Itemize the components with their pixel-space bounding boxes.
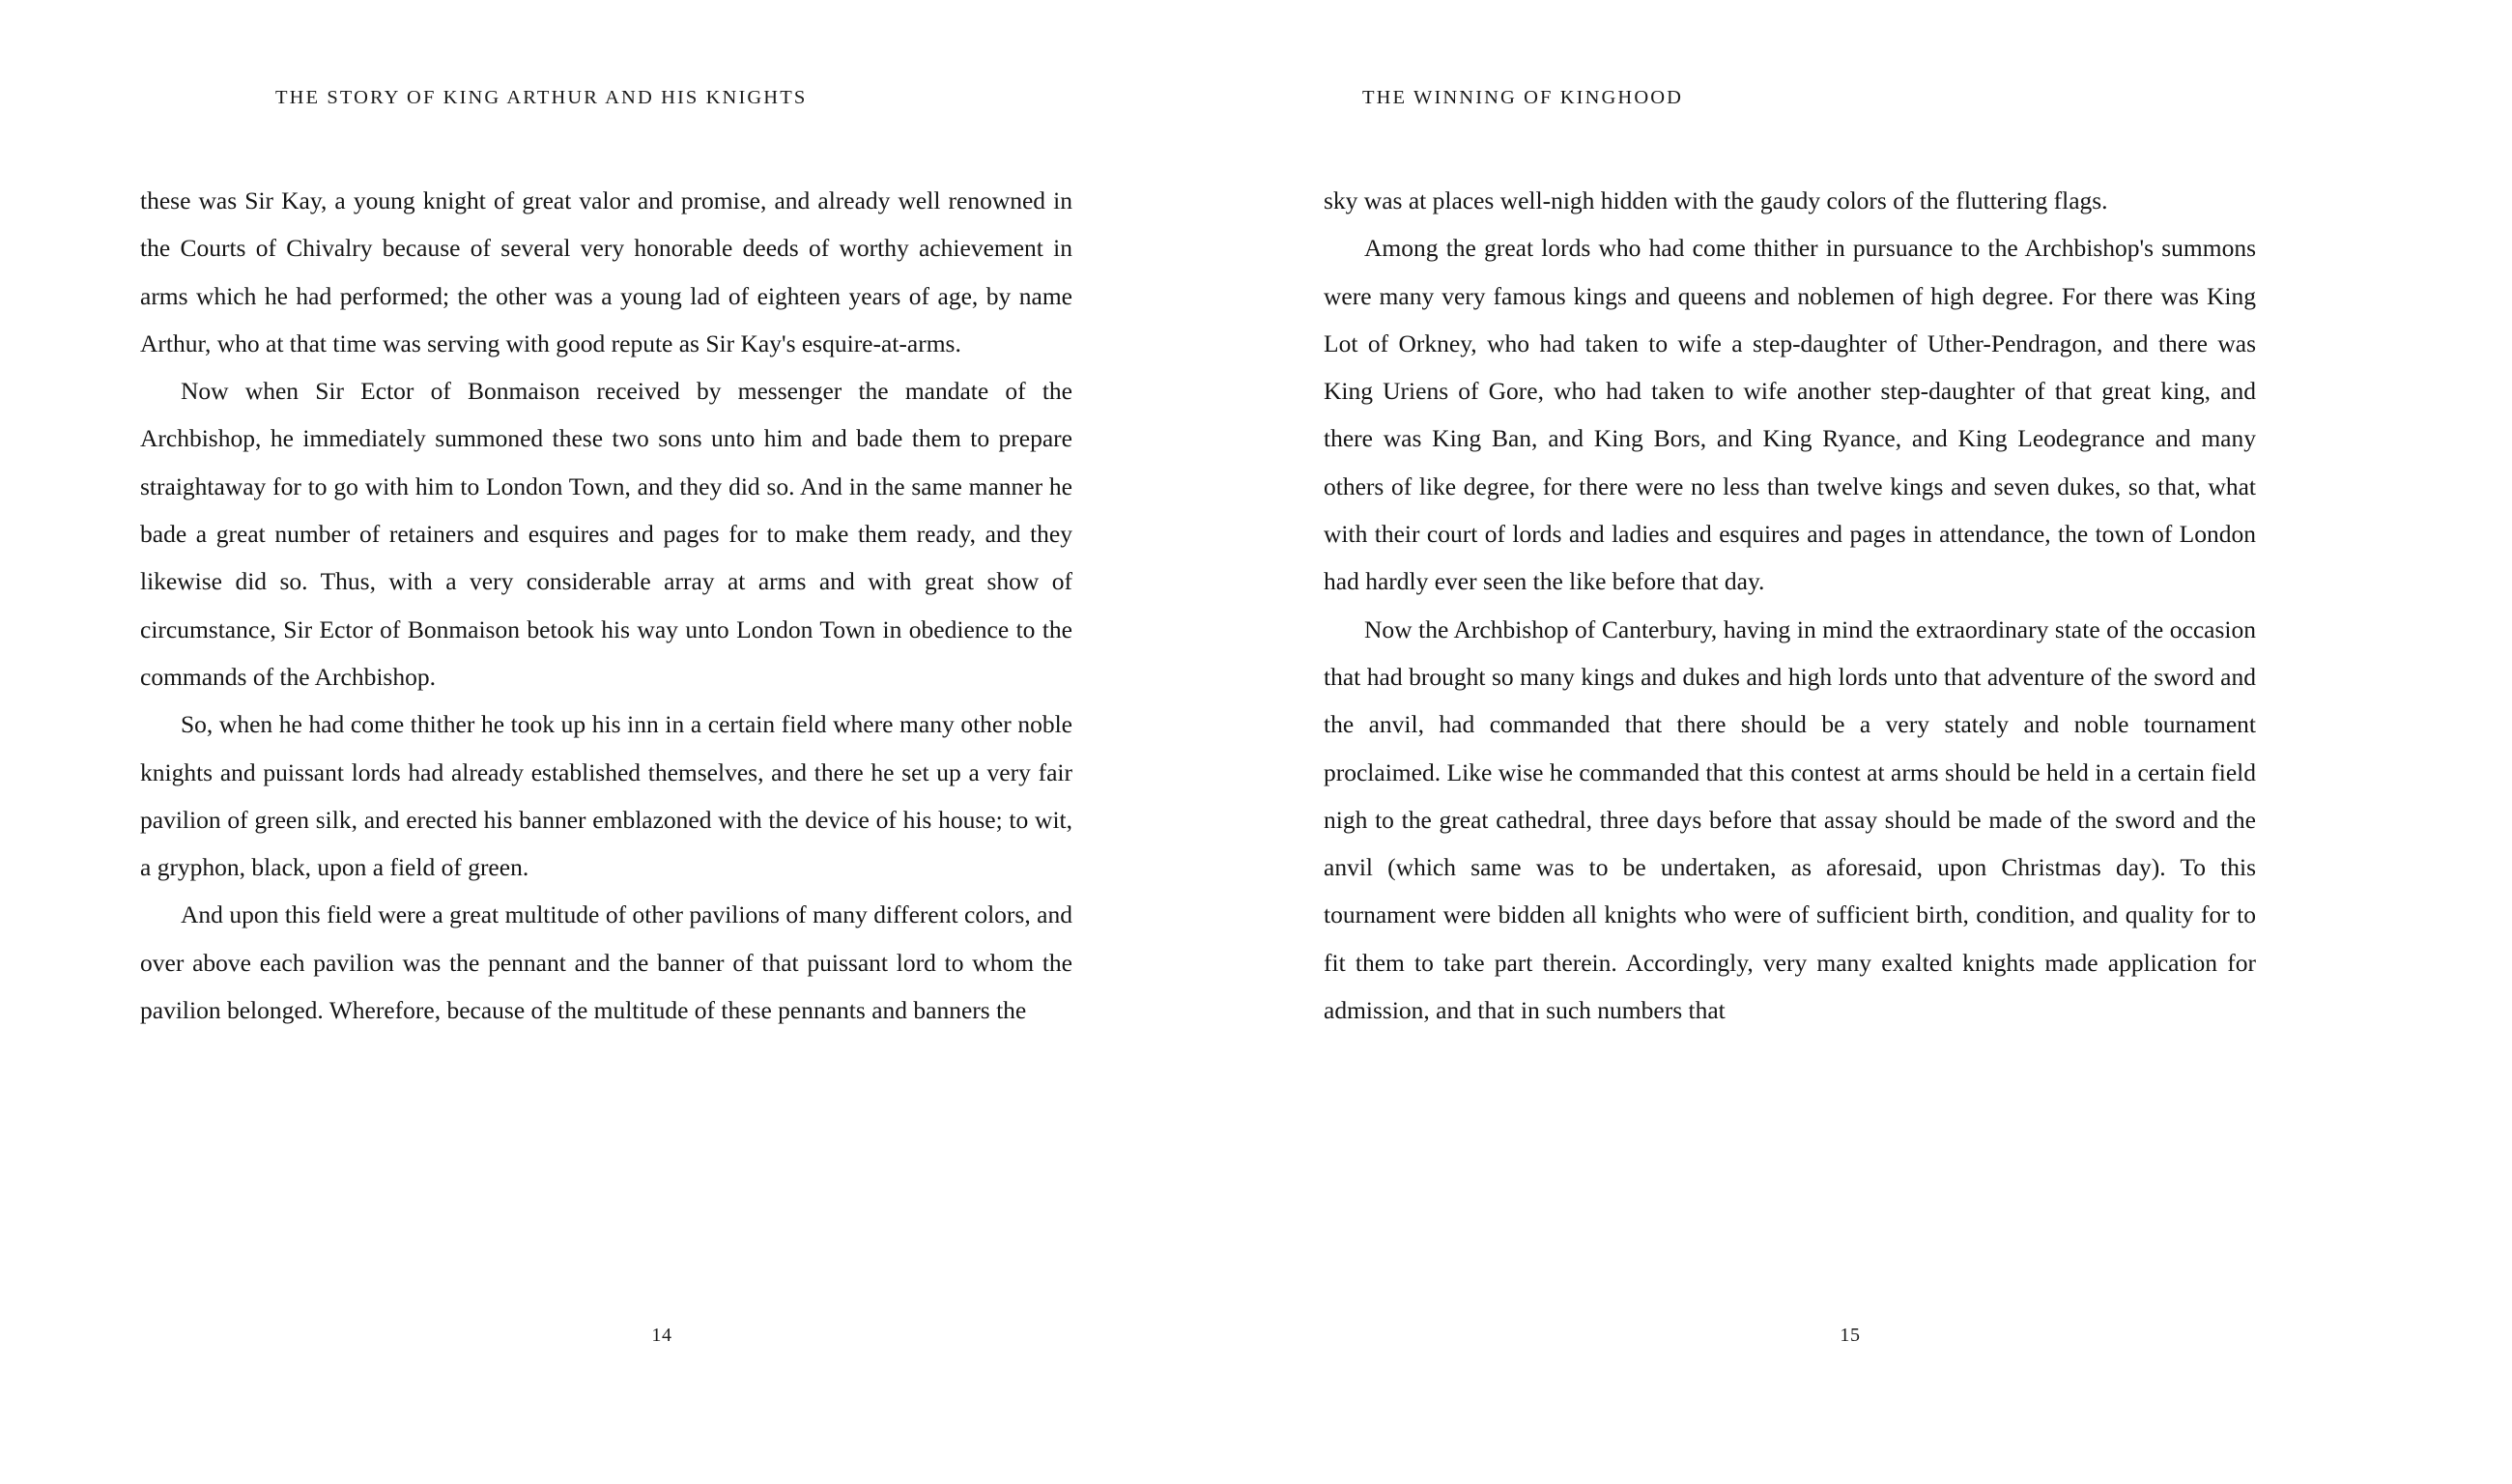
paragraph: sky was at places well-nigh hidden with the gaudy colors of the fluttering flags. (1324, 186, 2108, 214)
paragraph: And upon this field were a great multitude of other pavilions of many different colors, and over above each pavilion was the pennant and the banner of that puissant lord to whom the pavilion belonged. Wherefore, because of the multitude of these pennants and banners the (140, 900, 1072, 1025)
right-page (1256, 0, 2512, 1484)
left-page-number: 14 (651, 1325, 672, 1346)
left-text-block (140, 177, 1072, 1034)
right-running-head: THE WINNING OF KINGHOOD (1362, 87, 1684, 108)
left-running-head: THE STORY OF KING ARTHUR AND HIS KNIGHTS (275, 87, 808, 108)
paragraph: Now the Archbishop of Canterbury, having in mind the extraordinary state of the occasion that had brought so many kings and dukes and high lords unto that adventure of the sword and the anvil, had commanded that there should be a very stately and noble tournament proclaimed. Like wise he commanded that this contest at arms should be held in a certain field nigh to the great cathedral, three days before that assay should be made of the sword and the anvil (which same was to be undertaken, as aforesaid, upon Christmas day). To this tournament were bidden all knights who were of sufficient birth, condition, and quality for to fit them to take part therein. Accordingly, very many exalted knights made application for admission, and that in such numbers that (1324, 614, 2256, 1025)
paragraph: these was Sir Kay, a young knight of great valor and promise, and already well renowned in the Courts of Chivalry because of several very honorable deeds of worthy achievement in arms which he had performed; the other was a young lad of eighteen years of age, by name Arthur, who at that time was serving with good repute as Sir Kay's esquire-at-arms. (140, 186, 1072, 357)
right-text-block (1324, 177, 2256, 1034)
paragraph: Among the great lords who had come thither in pursuance to the Archbishop's summons were many very famous kings and queens and noblemen of high degree. For there was King Lot of Orkney, who had taken to wife a step-daughter of Uther-Pendragon, and there was King Uriens of Gore, who had taken to wife another step-daughter of that great king, and there was King Ban, and King Bors, and King Ryance, and King Leodegrance and many others of like degree, for there were no less than twelve kings and seven dukes, so that, what with their court of lords and ladies and esquires and pages in attendance, the town of London had hardly ever seen the like before that day. (1324, 234, 2256, 596)
right-page-number: 15 (1840, 1325, 1861, 1346)
paragraph: Now when Sir Ector of Bonmaison received by messenger the mandate of the Archbishop, he immediately summoned these two sons unto him and bade them to prepare straightaway for to go with him to London Town, and they did so. And in the same manner he bade a great number of retainers and esquires and pages for to make them ready, and they likewise did so. Thus, with a very considerable array at arms and with great show of circumstance, Sir Ector of Bonmaison betook his way unto London Town in obedience to the commands of the Archbishop. (140, 377, 1072, 691)
paragraph: So, when he had come thither he took up his inn in a certain field where many other noble knights and puissant lords had already established themselves, and there he set up a very fair pavilion of green silk, and erected his banner emblazoned with the device of his house; to wit, a gryphon, black, upon a field of green. (140, 710, 1072, 882)
